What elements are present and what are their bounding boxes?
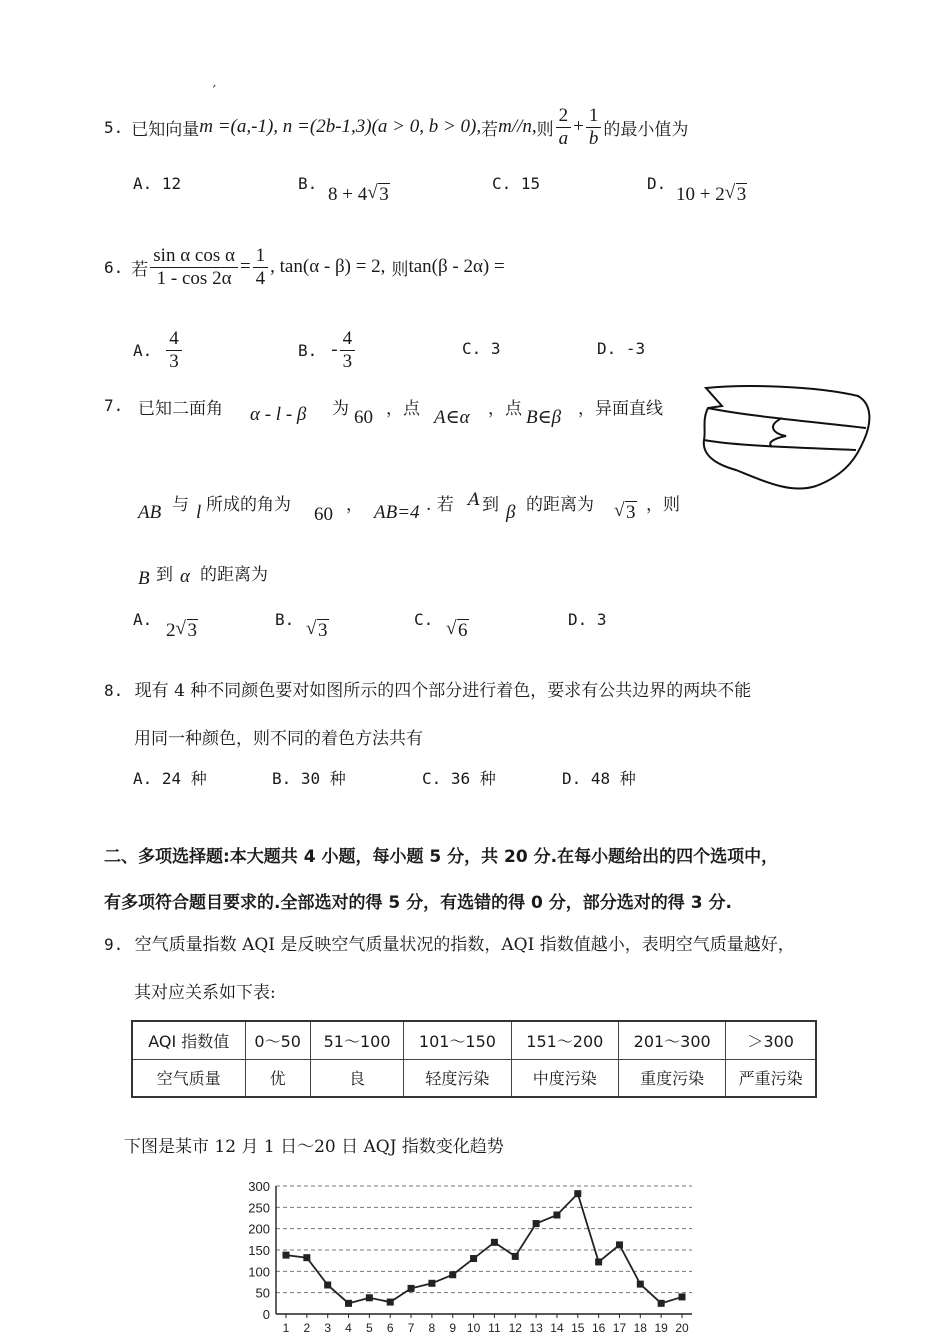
question-number: 9.	[104, 935, 124, 954]
table-cell: 51～100	[310, 1021, 403, 1059]
y-tick-label: 300	[248, 1179, 270, 1194]
x-tick-label: 13	[529, 1321, 543, 1335]
table-cell: 0～50	[245, 1021, 310, 1059]
x-tick-label: 6	[386, 1321, 394, 1335]
option-c: C. 15	[492, 174, 541, 193]
x-tick-label: 15	[571, 1321, 585, 1335]
x-tick-label: 2	[303, 1321, 311, 1335]
x-tick-label: 18	[633, 1321, 647, 1335]
data-point	[408, 1285, 415, 1292]
x-tick-label: 16	[591, 1321, 606, 1335]
option-a-label: A.	[133, 610, 153, 629]
y-tick-label: 150	[248, 1243, 270, 1258]
table-cell: ＞300	[726, 1021, 816, 1059]
table-row	[132, 1059, 816, 1097]
option-b: B. 30 种	[272, 769, 346, 788]
x-tick-label: 9	[449, 1321, 457, 1335]
option-b: B. - $\frac{4}{3}$	[298, 322, 357, 378]
fraction: $\frac{2}{a}$	[556, 105, 572, 150]
option-d: D. 48 种	[562, 769, 636, 788]
y-tick-label: 250	[248, 1200, 270, 1216]
data-point	[345, 1300, 352, 1307]
option-c: C. 36 种	[422, 769, 496, 788]
option-d-value: 10 + 2 √ 3	[676, 182, 747, 205]
data-point	[324, 1281, 331, 1288]
section-heading: 二、多项选择题:本大题共 4 小题，每小题 5 分，共 20 分.在每小题给出的四个选项中，	[104, 847, 779, 867]
question-text: 若	[481, 119, 499, 140]
question-9-line1: 9. 空气质量指数 AQI 是反映空气质量状况的指数，AQI 指数值越小，表明空气质量越好，	[104, 935, 795, 955]
question-number: 5.	[104, 117, 124, 137]
table-cell: AQI 指数值	[132, 1021, 245, 1059]
data-point	[512, 1253, 519, 1260]
option-b-value: 8 + 4 √ 3	[328, 182, 389, 205]
option-b-label: B.	[298, 174, 318, 193]
table-cell: 101～150	[404, 1021, 511, 1059]
option-b-value: √ 3	[306, 618, 328, 641]
option-a: A. $\frac{4}{3}$	[133, 322, 184, 378]
option-a: A. 24 种	[133, 769, 207, 788]
option-c-value: √ 6	[446, 618, 468, 641]
table-cell: 空气质量	[132, 1059, 245, 1097]
table-row	[132, 1021, 816, 1059]
data-point	[303, 1254, 310, 1261]
option-d: D. 3	[568, 610, 607, 629]
question-6: 6. 若 $\frac{\text{sin α cos α}}{1 - \cos 2\alpha}$ = $\frac{1}{4}$ , tan(α - β) = 2, 则 tan(β - 2α) =	[104, 244, 505, 289]
series-line	[286, 1194, 682, 1304]
table-cell: 201～300	[619, 1021, 726, 1059]
parallel-expression: m//n,	[498, 116, 537, 137]
vector-expression: m =(a,-1), n =(2b-1,3)(a > 0, b > 0),	[199, 116, 482, 137]
question-text: 的最小值为	[603, 119, 689, 140]
option-a-value: 2 √ 3	[166, 618, 197, 641]
data-point	[595, 1258, 602, 1265]
x-tick-label: 17	[612, 1321, 627, 1335]
option-c: C. 3	[462, 339, 501, 358]
data-point	[533, 1220, 540, 1227]
table-cell: 优	[245, 1059, 310, 1097]
data-point	[553, 1212, 560, 1219]
x-tick-label: 11	[488, 1321, 501, 1335]
data-point	[449, 1271, 456, 1278]
table-cell: 良	[310, 1059, 403, 1097]
data-point	[574, 1190, 581, 1197]
x-tick-label: 12	[508, 1321, 522, 1335]
y-tick-label: 50	[255, 1285, 270, 1301]
question-8-line1: 8. 现有 4 种不同颜色要对如图所示的四个部分进行着色，要求有公共边界的两块不能	[104, 681, 752, 701]
x-tick-label: 14	[550, 1321, 564, 1335]
question-text: 则	[536, 119, 554, 140]
table-cell: 151～200	[511, 1021, 618, 1059]
aqi-table	[131, 1020, 817, 1098]
question-text: 已知向量	[131, 119, 200, 140]
x-tick-label: 5	[366, 1321, 373, 1335]
question-8-line2: 用同一种颜色，则不同的着色方法共有	[134, 729, 423, 749]
x-tick-label: 10	[466, 1321, 481, 1335]
x-tick-label: 8	[428, 1321, 436, 1335]
data-point	[470, 1255, 477, 1262]
table-cell: 重度污染	[619, 1059, 726, 1097]
stray-mark: ˊ	[210, 84, 217, 100]
data-point	[491, 1239, 498, 1246]
aqi-line-chart	[236, 1178, 700, 1338]
four-region-figure	[696, 382, 876, 494]
data-point	[366, 1294, 373, 1301]
question-5: 5. 已知向量 m =(a,-1), n =(2b-1,3)(a > 0, b > 0), 若 m//n, 则 $\frac{2}{a}$ + $\frac{1}{b}$ 的最小值为	[104, 104, 689, 149]
option-d: D. -3	[597, 339, 646, 358]
data-point	[283, 1252, 290, 1259]
table-cell: 中度污染	[511, 1059, 618, 1097]
x-tick-label: 19	[654, 1321, 668, 1335]
option-c-label: C.	[414, 610, 434, 629]
data-point	[679, 1293, 686, 1300]
table-cell: 严重污染	[726, 1059, 816, 1097]
x-tick-label: 3	[324, 1321, 332, 1335]
question-number: 8.	[104, 681, 124, 700]
x-tick-label: 4	[345, 1321, 352, 1335]
y-tick-label: 0	[262, 1307, 270, 1322]
chart-caption: 下图是某市 12 月 1 日～20 日 AQJ 指数变化趋势	[124, 1137, 504, 1157]
option-d-label: D.	[647, 174, 667, 193]
fraction: $\frac{\text{sin α cos α}}{1 - \cos 2\alpha}$	[150, 245, 238, 290]
data-point	[387, 1299, 394, 1306]
table-cell: 轻度污染	[404, 1059, 511, 1097]
question-number: 7.	[104, 396, 124, 415]
x-tick-label: 7	[407, 1321, 415, 1335]
y-tick-label: 200	[248, 1221, 270, 1237]
x-tick-label: 20	[675, 1321, 689, 1335]
data-point	[428, 1280, 435, 1287]
x-tick-label: 1	[282, 1321, 290, 1335]
question-7-line2: AB 与 l 所成的角为 60 ， AB=4 . 若 A 到 β 的距离为 √ 3 ，则	[138, 490, 680, 525]
question-7-line3: B 到 α 的距离为	[138, 565, 268, 589]
fraction: $\frac{1}{b}$	[586, 105, 602, 150]
option-a: A. 12	[133, 174, 182, 193]
data-point	[616, 1241, 623, 1248]
y-tick-label: 100	[248, 1264, 270, 1280]
option-b-label: B.	[275, 610, 295, 629]
section-heading-line2: 有多项符合题目要求的.全部选对的得 5 分，有选错的得 0 分，部分选对的得 3 分.	[104, 893, 732, 913]
question-9-line2: 其对应关系如下表:	[134, 983, 276, 1003]
data-point	[637, 1281, 644, 1288]
data-point	[658, 1300, 665, 1307]
question-number: 6.	[104, 257, 124, 277]
fraction: $\frac{1}{4}$	[253, 245, 269, 290]
